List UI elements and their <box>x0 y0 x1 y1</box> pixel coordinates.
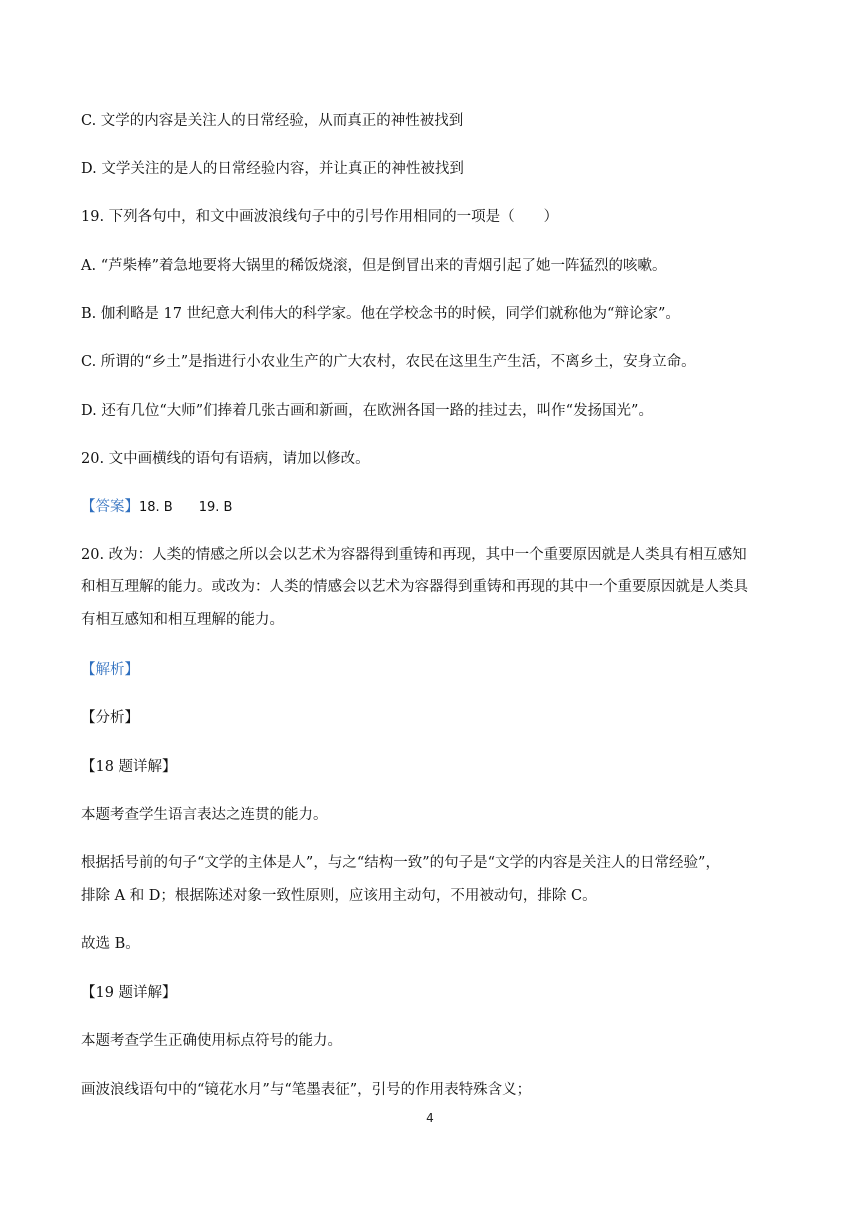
detail-19-title: 【19 题详解】 <box>81 985 177 1001</box>
q20-stem: 20. 文中画横线的语句有语病，请加以修改。 <box>81 451 370 467</box>
answer-20-line-3: 有相互感知和相互理解的能力。 <box>81 612 284 628</box>
detail-18-line-2: 根据括号前的句子“文学的主体是人”，与之“结构一致”的句子是“文学的内容是关注人的日常经验”， <box>81 855 720 871</box>
answer-18: 18. B <box>139 500 173 515</box>
answer-tag: 【答案】 <box>81 499 139 515</box>
detail-19-line-2: 画波浪线语句中的“镜花水月”与“笔墨表征”，引号的作用表特殊含义； <box>81 1082 532 1098</box>
q19-option-d: D. 还有几位“大师”们捧着几张古画和新画，在欧洲各国一路的挂过去，叫作“发扬国光”。 <box>81 403 653 419</box>
page-number: 4 <box>426 1111 434 1125</box>
detail-18-line-3: 排除 A 和 D；根据陈述对象一致性原则，应该用主动句，不用被动句，排除 C。 <box>81 888 597 904</box>
detail-18-line-4: 故选 B。 <box>81 936 140 952</box>
q19-option-b: B. 伽利略是 17 世纪意大利伟大的科学家。他在学校念书的时候，同学们就称他为“辩论家”。 <box>81 306 680 322</box>
answer-20-line-2: 和相互理解的能力。或改为：人类的情感会以艺术为容器得到重铸和再现的其中一个重要原因就是人类具 <box>81 579 748 595</box>
detail-19-line-1: 本题考查学生正确使用标点符号的能力。 <box>81 1033 342 1049</box>
q19-stem: 19. 下列各句中，和文中画波浪线句子中的引号作用相同的一项是（ ） <box>81 209 559 225</box>
detail-18-line-1: 本题考查学生语言表达之连贯的能力。 <box>81 807 328 823</box>
q19-option-c: C. 所谓的“乡土”是指进行小农业生产的广大农村，农民在这里生产生活，不离乡土，安身立命。 <box>81 354 696 370</box>
answer-20-line-1: 20. 改为：人类的情感之所以会以艺术为容器得到重铸和再现，其中一个重要原因就是人类具有相互感知 <box>81 547 747 563</box>
q18-option-c: C. 文学的内容是关注人的日常经验，从而真正的神性被找到 <box>81 113 464 129</box>
answer-line <box>81 497 800 518</box>
answer-19: 19. B <box>198 500 233 515</box>
q18-option-d: D. 文学关注的是人的日常经验内容，并让真正的神性被找到 <box>81 161 464 177</box>
analysis-tag: 【解析】 <box>81 662 139 678</box>
q19-option-a: A. “芦柴棒”着急地要将大锅里的稀饭烧滚，但是倒冒出来的青烟引起了她一阵猛烈的咳嗽。 <box>81 258 667 274</box>
detail-18-title: 【18 题详解】 <box>81 759 177 775</box>
analysis-fenxi: 【分析】 <box>81 710 139 726</box>
